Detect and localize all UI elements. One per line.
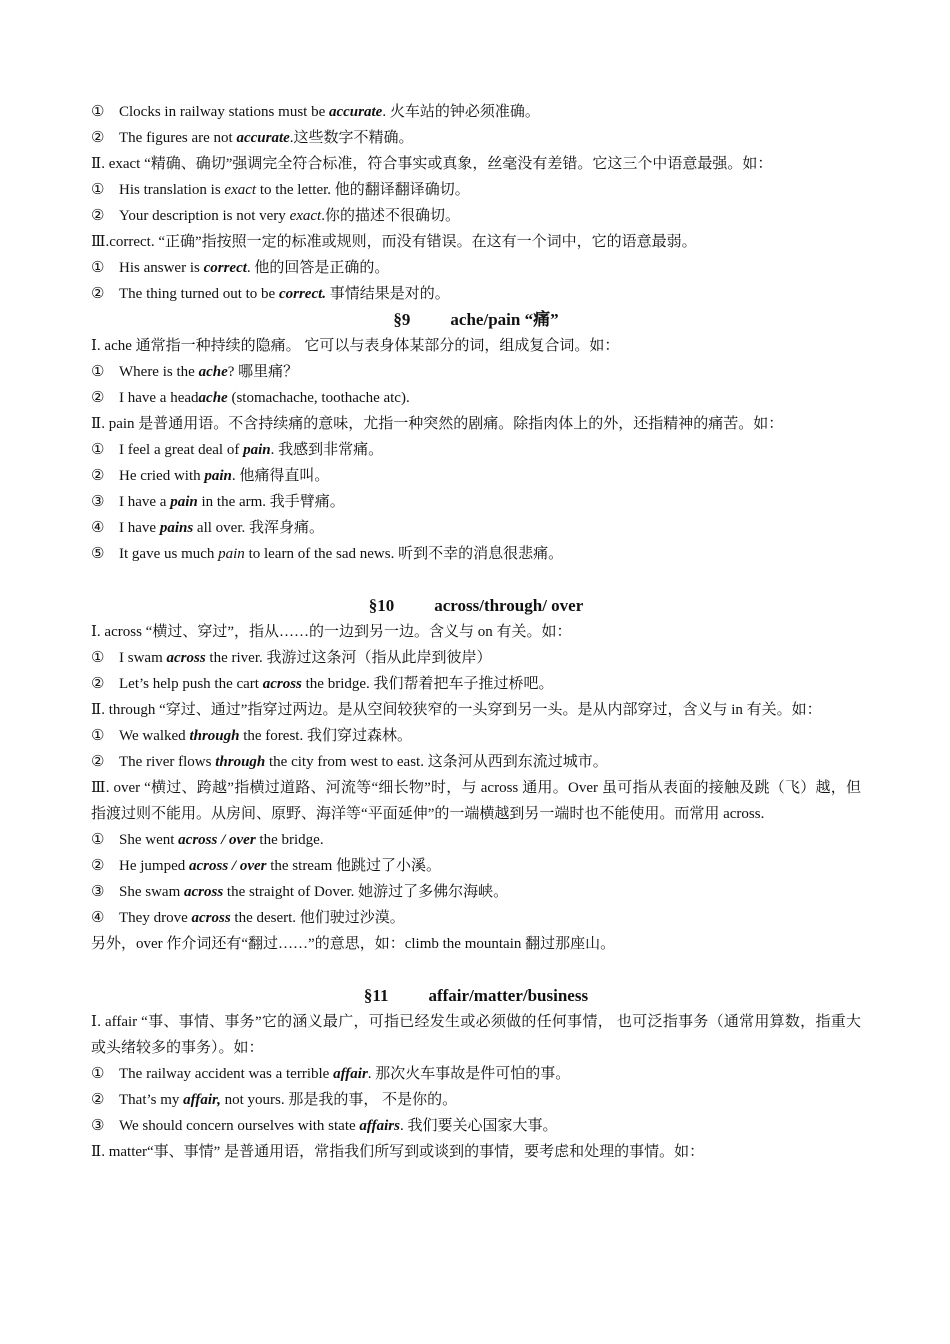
example-sentence	[91, 203, 861, 229]
definition-line	[91, 619, 861, 645]
emphasis-run: exact	[224, 182, 257, 198]
emphasis-run: through	[215, 754, 266, 770]
emphasis-run: ache	[198, 390, 228, 406]
emphasis-run: pain	[170, 494, 198, 510]
emphasis-run: Ⅲ. over “横过、跨越”	[91, 780, 234, 796]
example-sentence	[91, 905, 861, 931]
text-run: Clocks in railway stations must be	[119, 104, 329, 120]
emphasis-run: across / over	[188, 858, 267, 874]
text-run: I have a head	[119, 390, 199, 406]
emphasis-run: Ⅱ. matter“事、事情”	[91, 1144, 221, 1160]
example-number: ①	[91, 364, 105, 380]
text-run: 事情结果是对的。	[326, 286, 450, 302]
text-run: to the letter. 他的翻译翻译确切。	[256, 182, 470, 198]
example-sentence	[91, 385, 861, 411]
text-run: .你的描述不很确切。	[321, 208, 460, 224]
text-run: the desert. 他们驶过沙漠。	[230, 910, 405, 926]
blank-line	[91, 567, 861, 593]
text-run: the bridge.	[255, 832, 324, 848]
example-sentence	[91, 281, 861, 307]
example-number: ②	[91, 858, 105, 874]
text-run: 它的涵义最广，可指已经发生或必须做的任何事情， 也可泛指事务（通常用算数，指重大或头绪较多的事务）。如：	[91, 1014, 861, 1056]
emphasis-run: accurate	[328, 104, 383, 120]
example-number: ②	[91, 468, 105, 484]
emphasis-run: pain	[218, 546, 245, 562]
example-number: ①	[91, 182, 105, 198]
example-sentence	[91, 177, 861, 203]
section-title: affair/matter/business	[428, 986, 589, 1005]
text-run: the forest. 我们穿过森林。	[239, 728, 412, 744]
section-number: §9	[393, 310, 411, 329]
example-sentence	[91, 489, 861, 515]
text-run: His answer is	[119, 260, 204, 276]
example-number: ①	[91, 442, 105, 458]
example-number: ②	[91, 208, 105, 224]
emphasis-run: correct.	[278, 286, 327, 302]
example-number: ①	[91, 1066, 105, 1082]
text-run: He cried with	[119, 468, 205, 484]
text-run: .这些数字不精确。	[289, 130, 414, 146]
text-run: the stream 他跳过了小溪。	[266, 858, 442, 874]
text-run: Let’s help push the cart	[119, 676, 263, 692]
emphasis-run: pain	[204, 468, 232, 484]
example-sentence	[91, 1113, 861, 1139]
text-run: 则不能用。从房间、原野、海洋等“平面延伸”的一端横越到另一端时也不能使用。而常用 across.	[136, 806, 765, 822]
emphasis-run: Ⅰ. ache	[91, 338, 132, 354]
example-sentence	[91, 749, 861, 775]
example-sentence	[91, 879, 861, 905]
example-number: ②	[91, 1092, 105, 1108]
emphasis-run: pain	[243, 442, 271, 458]
text-run: The figures are not	[119, 130, 237, 146]
emphasis-run: correct	[203, 260, 247, 276]
emphasis-run: Ⅱ. exact “精确、确切”	[91, 156, 233, 172]
text-run: 指横过道路、河流等“细长物”时，与 across 通用。Over 虽可指从表面的接触及跳（飞）越，但指	[91, 780, 861, 822]
text-run: I swam	[119, 650, 167, 666]
text-run: Where is the	[119, 364, 199, 380]
emphasis-run: across / over	[178, 832, 256, 848]
emphasis-run: Ⅰ. across	[91, 624, 142, 640]
text-run: We should concern ourselves with state	[119, 1118, 360, 1134]
emphasis-run: Ⅲ.correct. “正确”	[91, 234, 202, 250]
text-run: . 他痛得直叫。	[231, 468, 330, 484]
emphasis-run: across	[191, 910, 231, 926]
example-number: ①	[91, 104, 105, 120]
example-number: ②	[91, 390, 105, 406]
text-run: She went	[119, 832, 179, 848]
example-sentence	[91, 671, 861, 697]
example-number: ①	[91, 832, 105, 848]
section-number: §10	[368, 596, 395, 615]
text-run: . 他的回答是正确的。	[246, 260, 390, 276]
text-run: I have a	[119, 494, 171, 510]
emphasis-run: Ⅰ. affair “事、事情、事务”	[91, 1014, 262, 1030]
blank-line	[91, 957, 861, 983]
example-sentence	[91, 541, 861, 567]
emphasis-run: exact	[289, 208, 322, 224]
emphasis-run: ache	[198, 364, 228, 380]
example-sentence	[91, 723, 861, 749]
emphasis-run: .	[382, 104, 387, 120]
example-number: ③	[91, 884, 105, 900]
text-run: The river flows	[119, 754, 216, 770]
text-run: I feel a great deal of	[119, 442, 244, 458]
section-heading	[91, 983, 861, 1009]
section-title: ache/pain “痛”	[450, 310, 559, 329]
text-run: “横过、穿过”，指从……的一边到另一边。含义与 on 有关。如：	[141, 624, 572, 640]
text-run: . 那次火车事故是件可怕的事。	[367, 1066, 571, 1082]
example-sentence	[91, 99, 861, 125]
emphasis-run: 渡过	[106, 806, 137, 822]
definition-paragraph	[91, 151, 861, 177]
text-run: 强调完全符合标准，符合事实或真象，丝毫没有差错。它这三个中语意最强。如：	[232, 156, 773, 172]
definition-line	[91, 333, 861, 359]
text-run: 是普通用语，常指我们所写到或谈到的事情，要考虑和处理的事情。如：	[220, 1144, 705, 1160]
text-run: They drove	[119, 910, 192, 926]
example-sentence	[91, 827, 861, 853]
text-run: in the arm. 我手臂痛。	[197, 494, 345, 510]
example-number: ⑤	[91, 546, 105, 562]
text-run: I have	[119, 520, 160, 536]
section-number: §11	[363, 986, 389, 1005]
text-run: Your description is not very	[119, 208, 290, 224]
emphasis-run: across	[166, 650, 206, 666]
text-run: 火车站的钟必须准确。	[386, 104, 540, 120]
example-number: ④	[91, 910, 105, 926]
text-run: not yours. 那是我的事， 不是你的。	[220, 1092, 458, 1108]
text-run: 我感到非常痛。	[274, 442, 384, 458]
example-sentence	[91, 645, 861, 671]
example-sentence	[91, 1061, 861, 1087]
section-heading	[91, 307, 861, 333]
text-run: He jumped	[119, 858, 189, 874]
text-run: 是普通用语。不含持续痛的意味，尤指一种突然的剧痛。除指肉体上的外，还指精神的痛苦。如：	[134, 416, 784, 432]
definition-paragraph	[91, 1009, 861, 1061]
definition-line	[91, 931, 861, 957]
emphasis-run: through	[189, 728, 240, 744]
example-number: ②	[91, 130, 105, 146]
text-run: 指穿过两边。是从空间较狭窄的一头穿到另一头。是从内部穿过，含义与 in 有关。如：	[247, 702, 822, 718]
text-run: It gave us much	[119, 546, 219, 562]
example-sentence	[91, 359, 861, 385]
example-sentence	[91, 1087, 861, 1113]
document-page	[91, 99, 861, 1165]
text-run: the river. 我游过这条河（指从此岸到彼岸）	[205, 650, 492, 666]
definition-line	[91, 411, 861, 437]
emphasis-run: affair,	[183, 1092, 221, 1108]
example-sentence	[91, 255, 861, 281]
example-sentence	[91, 437, 861, 463]
emphasis-run: pains	[159, 520, 194, 536]
text-run: all over. 我浑身痛。	[193, 520, 324, 536]
text-run: the bridge. 我们帮着把车子推过桥吧。	[301, 676, 554, 692]
example-sentence	[91, 515, 861, 541]
emphasis-run: affairs	[359, 1118, 400, 1134]
example-number: ③	[91, 494, 105, 510]
definition-paragraph	[91, 775, 861, 827]
text-run: His translation is	[119, 182, 225, 198]
text-run: She swam	[119, 884, 184, 900]
example-sentence	[91, 463, 861, 489]
example-number: ①	[91, 650, 105, 666]
emphasis-run: affair	[333, 1066, 368, 1082]
text-run: The thing turned out to be	[119, 286, 279, 302]
text-run: 另外，over 作介词还有“翻过……”的意思，如：climb the mountain 翻过那座山。	[91, 936, 616, 952]
example-number: ②	[91, 676, 105, 692]
section-title: across/through/ over	[434, 596, 584, 615]
emphasis-run: across	[262, 676, 302, 692]
definition-line	[91, 229, 861, 255]
text-run: the city from west to east. 这条河从西到东流过城市。	[265, 754, 608, 770]
emphasis-run: Ⅱ. through “穿过、通过”	[91, 702, 248, 718]
example-number: ①	[91, 728, 105, 744]
example-number: ②	[91, 286, 105, 302]
example-sentence	[91, 125, 861, 151]
text-run: (stomachache, toothache atc).	[227, 390, 410, 406]
definition-paragraph	[91, 697, 861, 723]
example-number: ④	[91, 520, 105, 536]
emphasis-run: .	[270, 442, 275, 458]
example-sentence	[91, 853, 861, 879]
text-run: . 我们要关心国家大事。	[399, 1118, 558, 1134]
example-number: ③	[91, 1118, 105, 1134]
example-number: ②	[91, 754, 105, 770]
text-run: 指按照一定的标准或规则，而没有错误。在这有一个词中，它的语意最弱。	[201, 234, 697, 250]
emphasis-run: accurate	[236, 130, 290, 146]
text-run: The railway accident was a terrible	[119, 1066, 334, 1082]
emphasis-run: across	[184, 884, 224, 900]
section-heading	[91, 593, 861, 619]
text-run: 通常指一种持续的隐痛。 它可以与表身体某部分的词，组成复合词。如：	[131, 338, 620, 354]
emphasis-run: Ⅱ. pain	[91, 416, 135, 432]
text-run: That’s my	[119, 1092, 184, 1108]
text-run: We walked	[119, 728, 190, 744]
example-number: ①	[91, 260, 105, 276]
text-run: to learn of the sad news. 听到不幸的消息很悲痛。	[244, 546, 564, 562]
text-run: ? 哪里痛？	[227, 364, 299, 380]
text-run: the straight of Dover. 她游过了多佛尔海峡。	[223, 884, 509, 900]
definition-line	[91, 1139, 861, 1165]
